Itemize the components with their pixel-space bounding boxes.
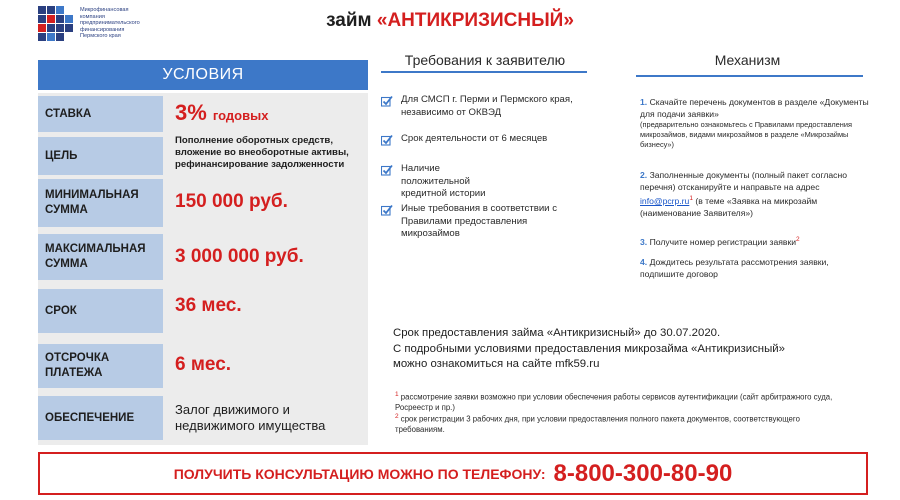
footnote-marker: 1	[689, 195, 693, 203]
requirement-item: Срок деятельности от 6 месяцев	[381, 133, 601, 146]
condition-row-min-sum	[38, 179, 368, 227]
logo-text: Микрофинансовая компания предпринимательского финансирования Пермского края	[80, 7, 140, 40]
condition-label: МАКСИМАЛЬНАЯ СУММА	[38, 234, 163, 280]
footnote-2: $^2$ срок регистрации 3 рабочих дня, при условии предоставления полного пакета документов, соответствующего требованиям.	[395, 413, 800, 435]
condition-label: ОБЕСПЕЧЕНИЕ	[38, 396, 163, 440]
checkbox-checked-icon	[381, 134, 393, 146]
mechanism-rule	[636, 75, 863, 77]
condition-row-collateral	[38, 396, 368, 440]
condition-label: ЦЕЛЬ	[38, 137, 163, 175]
checkbox-checked-icon	[381, 204, 393, 216]
min-sum-value: 150 000 руб.	[175, 191, 288, 212]
requirement-item: Наличие положительной кредитной истории	[381, 163, 511, 201]
email-link[interactable]: info@pcrp.ru	[640, 196, 690, 207]
banner-text: ПОЛУЧИТЬ КОНСУЛЬТАЦИЮ МОЖНО ПО ТЕЛЕФОНУ:	[173, 465, 546, 482]
mechanism-step-2: 2. Заполненные документы (полный пакет согласно перечня) отсканируйте и направьте на адрес $info@pcrp.ru^1$ (в теме «Заявка на микрозайм (наименование Заявителя»)	[640, 170, 848, 218]
deadline-info: Срок предоставления займа «Антикризисный» до 30.07.2020. С подробными условиями предоставления микрозайма «Антикризисный» можно ознакомиться на сайте mfk59.ru	[393, 327, 785, 370]
mechanism-heading: Механизм	[714, 52, 781, 68]
condition-label: СРОК	[38, 289, 163, 333]
phone-number[interactable]: 8-800-300-80-90	[553, 459, 733, 487]
deferral-value: 6 мес.	[175, 354, 232, 375]
condition-label: МИНИМАЛЬНАЯ СУММА	[38, 179, 163, 227]
footnote-marker: 2	[796, 236, 800, 243]
checkbox-checked-icon	[381, 95, 393, 107]
page-title	[0, 10, 900, 32]
condition-row-term	[38, 289, 368, 333]
requirement-item: Иные требования в соответствии с Правилами предоставления микрозаймов	[381, 203, 566, 241]
rate-suffix: годовых	[212, 108, 269, 123]
title-prefix: займ	[326, 10, 372, 31]
term-value: 36 мес.	[175, 295, 242, 316]
checkbox-checked-icon	[381, 164, 393, 176]
max-sum-value: 3 000 000 руб.	[175, 246, 304, 267]
condition-row-purpose	[38, 137, 368, 175]
mechanism-step-4: 4. Дождитесь результата рассмотрения заявки, подпишите договор	[640, 257, 829, 279]
requirements-heading: Требования к заявителю	[404, 52, 566, 68]
title-loan-name: «АНТИКРИЗИСНЫЙ»	[376, 10, 574, 31]
rate-value: 3% годовых	[175, 100, 269, 125]
mechanism-step-1: 1. Скачайте перечень документов в разделе «Документы для подачи заявки» (предварительно ознакомьтесь с Правилами предоставления микрозаймов, видами микрозаймов в разделе «Микрозаймы бизнесу»)	[640, 97, 869, 150]
step-1-note: (предварительно ознакомьтесь с Правилами предоставления микрозаймов, видами микрозаймов в разделе «Микрозаймы бизнесу»)	[640, 120, 853, 150]
condition-row-max-sum	[38, 234, 368, 280]
condition-label: СТАВКА	[38, 96, 163, 132]
footnote-1: $^1$ рассмотрение заявки возможно при условии обеспечения работы сервисов аутентификации (сайт арбитражного суда, Росреестр и пр.)	[395, 391, 833, 413]
condition-label: ОТСРОЧКА ПЛАТЕЖА	[38, 344, 163, 388]
requirements-rule	[381, 71, 587, 73]
consultation-banner	[38, 452, 868, 495]
condition-row-deferral	[38, 344, 368, 388]
purpose-value: Пополнение оборотных средств, вложение во внеоборотные активы, рефинансирование задолженности	[175, 135, 349, 171]
collateral-value: Залог движимого и недвижимого имущества	[175, 402, 326, 433]
mechanism-step-3: 3. Получите номер регистрации заявки$^2$	[640, 236, 800, 247]
requirement-item: Для СМСП г. Перми и Пермского края, независимо от ОКВЭД	[381, 94, 601, 119]
conditions-header: УСЛОВИЯ	[38, 60, 368, 90]
condition-row-rate	[38, 96, 368, 132]
